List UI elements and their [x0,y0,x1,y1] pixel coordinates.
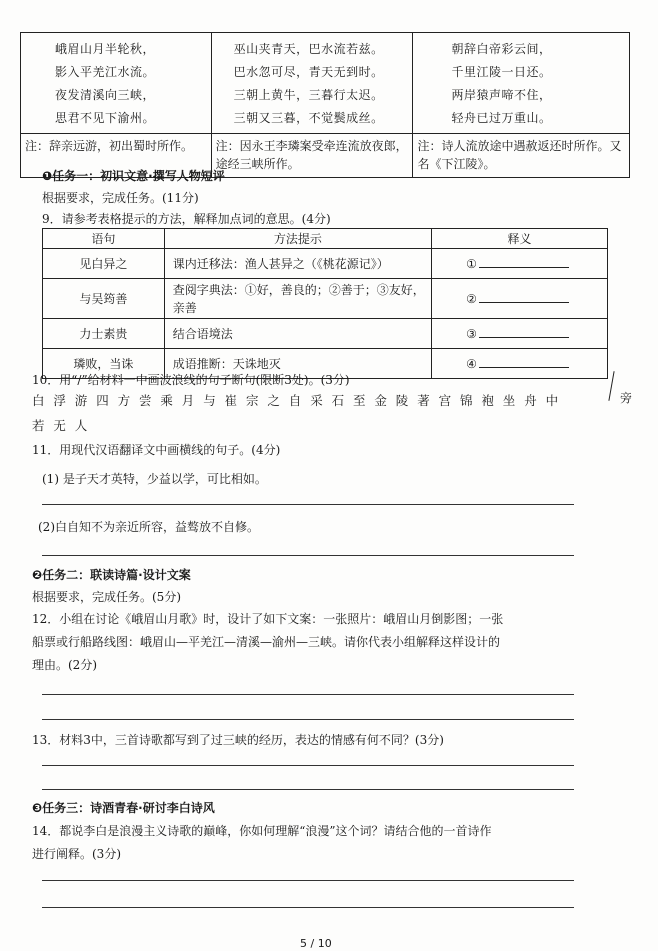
row-sentence: 璘败，当诛 [43,349,165,379]
col-header-meaning: 释义 [432,229,608,249]
row-sentence: 力士素贵 [43,319,165,349]
row-method: 课内迁移法：渔人甚异之（《桃花源记》） [164,249,431,279]
q11-sentence-2: (2)白自知不为亲近所容，益骜放不自修。 [38,520,259,534]
q12-text-line1: 12．小组在讨论《峨眉山月歌》时，设计了如下文案：一张照片：峨眉山月倒影图；一张 [32,612,504,626]
row-sentence: 见白异之 [43,249,165,279]
task2-title: ❷任务二：联读诗篇·设计文案 [32,568,191,582]
row-method: 查阅字典法：①好，善良的；②善于；③友好，亲善 [164,279,431,319]
blank-number: ④ [466,356,477,371]
table-row [43,249,608,279]
answer-line[interactable] [42,504,574,505]
q12-text-line3: 理由。(2分) [32,658,97,672]
answer-line[interactable] [42,880,574,881]
poem-3-note: 注：诗人流放途中遇赦返还时所作。又名《下江陵》。 [413,134,630,178]
task3-title: ❸任务三：诗酒青春·研讨李白诗风 [32,801,215,815]
poems-table [20,32,630,178]
answer-blank-2[interactable] [432,279,608,319]
q14-text-line1: 14．都说李白是浪漫主义诗歌的巅峰，你如何理解“浪漫”这个词？请结合他的一首诗作 [32,824,492,838]
q12-text-line2: 船票或行船路线图：峨眉山—平羌江—清溪—渝州—三峡。请你代表小组解释这样设计的 [32,635,501,649]
q10-prompt: 10．用“/”给材料一中画波浪线的句子断句(限断3处)。(3分) [32,373,350,387]
poem-line: 影入平羌江水流。 [55,65,156,79]
answer-line[interactable] [42,555,574,556]
answer-line[interactable] [42,765,574,766]
poem-3 [413,33,630,134]
handwritten-slash-mark [608,371,614,401]
col-header-method: 方法提示 [164,229,431,249]
row-method: 结合语境法 [164,319,431,349]
task1-requirement: 根据要求，完成任务。(11分) [42,191,199,205]
row-sentence: 与吴筠善 [43,279,165,319]
q10-passage-line2: 若无人 [32,418,97,433]
row-method: 成语推断：天诛地灭 [164,349,431,379]
table-row [43,319,608,349]
table-row [43,279,608,319]
answer-line[interactable] [42,694,574,695]
answer-line[interactable] [42,789,574,790]
poem-line: 三朝上黄牛，三暮行太迟。 [233,88,384,102]
page-number: 5 / 10 [300,937,332,950]
poem-2-note: 注：因永王李璘案受牵连流放夜郎，途经三峡所作。 [211,134,413,178]
task1-title: ❶任务一：初识文意·撰写人物短评 [42,169,225,183]
q11-sentence-1: (1) 是子天才英特，少益以学，可比相如。 [42,472,267,486]
poem-line: 峨眉山月半轮秋， [55,42,156,56]
q9-table [42,228,608,379]
poem-1 [21,33,212,134]
answer-blank-4[interactable] [432,349,608,379]
poem-line: 巫山夹青天，巴水流若兹。 [233,42,384,56]
q9-prompt: 9．请参考表格提示的方法，解释加点词的意思。(4分) [42,212,331,226]
poem-1-note: 注：辞亲远游，初出蜀时所作。 [21,134,212,178]
answer-line[interactable] [42,719,574,720]
blank-number: ③ [466,326,477,341]
q10-passage-line1: 白浮游四方尝乘月与崔宗之自采石至金陵著宫锦袍坐舟中 [32,393,568,408]
poem-line: 朝辞白帝彩云间， [451,42,552,56]
answer-blank-3[interactable] [432,319,608,349]
poem-line: 两岸猿声啼不住， [451,88,552,102]
poem-line: 三朝又三暮，不觉鬓成丝。 [233,111,384,125]
q11-prompt: 11．用现代汉语翻译文中画横线的句子。(4分) [32,443,281,457]
handwritten-char: 旁 [620,391,633,405]
q14-text-line2: 进行阐释。(3分) [32,847,121,861]
q13-prompt: 13．材料3中，三首诗歌都写到了过三峡的经历，表达的情感有何不同？(3分) [32,733,444,747]
blank-number: ② [466,291,477,306]
poem-2 [211,33,413,134]
col-header-sentence: 语句 [43,229,165,249]
answer-line[interactable] [42,907,574,908]
poem-line: 轻舟已过万重山。 [451,111,552,125]
poem-line: 巴水忽可尽，青天无到时。 [233,65,384,79]
task2-requirement: 根据要求，完成任务。(5分) [32,590,181,604]
poem-line: 千里江陵一日还。 [451,65,552,79]
blank-number: ① [466,256,477,271]
poem-line: 夜发清溪向三峡， [55,88,156,102]
answer-blank-1[interactable] [432,249,608,279]
poem-line: 思君不见下渝州。 [55,111,156,125]
